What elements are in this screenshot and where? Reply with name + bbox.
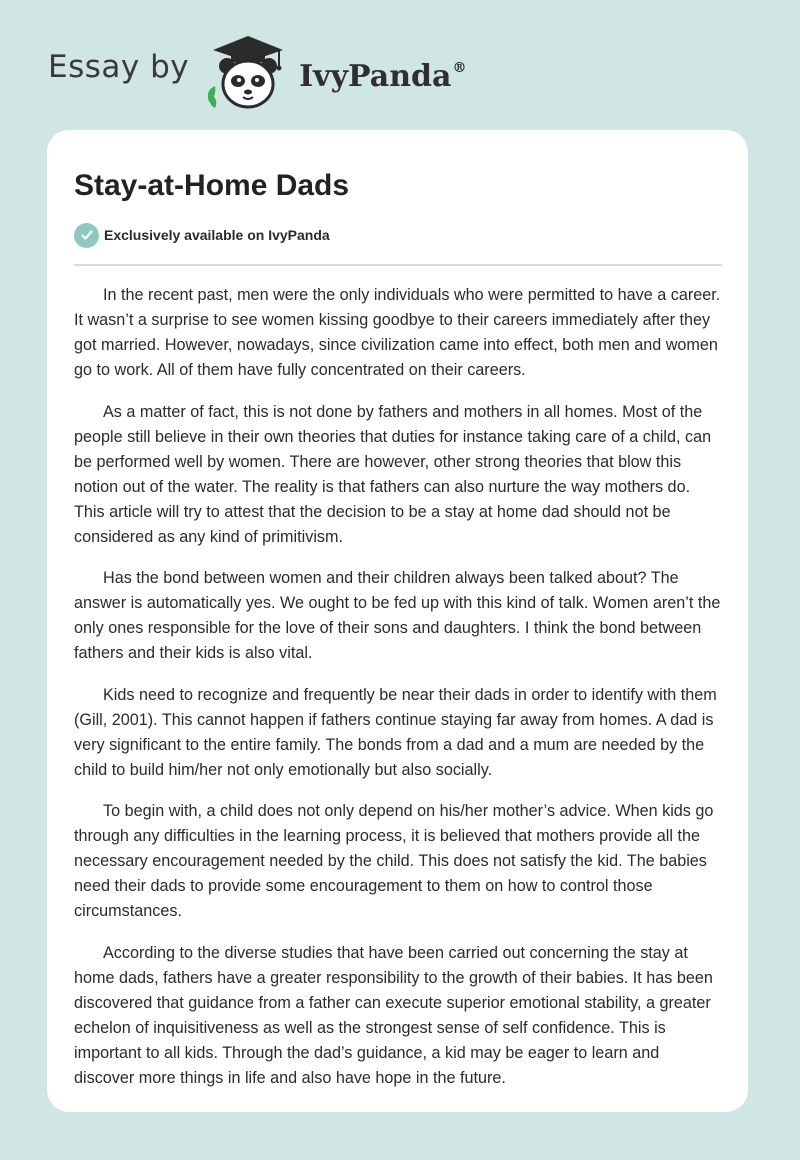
registered-mark: ®	[452, 59, 467, 76]
essay-by-label: Essay by	[48, 49, 190, 85]
paragraph: As a matter of fact, this is not done by fathers and mothers in all homes. Most of the people still believe in their own theories that duties for instance taking care of a child, can be performed well by women. There are however, other strong theories that blow this notion out of the water. The reality is that fathers can also nurture the way mothers do. This article will try to attest that the decision to be a stay at home dad should not be considered as any kind of primitivism.	[74, 402, 712, 546]
page-title: Stay-at-Home Dads	[74, 169, 350, 202]
essay-card	[47, 130, 748, 1112]
brand-name[interactable]	[299, 59, 466, 94]
paragraph: In the recent past, men were the only individuals who were permitted to have a career. It wasn’t a surprise to see women kissing goodbye to their careers immediately after they got married. However, nowadays, since civilization came into effect, both men and women go to work. All of them have fully concentrated on their careers.	[74, 286, 721, 379]
essay-body	[74, 283, 722, 1091]
divider	[74, 264, 722, 266]
paragraph: To begin with, a child does not only depend on his/her mother’s advice. When kids go through any difficulties in the learning process, it is believed that mothers provide all the necessary encouragement needed by the child. This does not satisfy the kid. The babies need their dads to provide some encouragement to them on how to control those circumstances.	[74, 802, 714, 920]
exclusive-badge	[74, 222, 722, 248]
check-icon	[74, 223, 99, 248]
paragraph: According to the diverse studies that have been carried out concerning the stay at home dads, fathers have a greater responsibility to the growth of their babies. It has been discovered that guidance from a father can execute superior emotional stability, a greater echelon of inquisitiveness as well as the strongest sense of self confidence. This is important to all kids. Through the dad’s guidance, a kid may be eager to learn and discover more things in life and also have hope in the future.	[74, 943, 713, 1087]
paragraph: Has the bond between women and their children always been talked about? The answer is automatically yes. We ought to be fed up with this kind of talk. Women aren’t the only ones responsible for the love of their sons and daughters. I think the bond between fathers and their kids is also vital.	[74, 569, 721, 662]
brand-text: IvyPanda	[299, 58, 452, 94]
site-header	[48, 30, 548, 114]
panda-graduate-icon	[203, 32, 293, 112]
paragraph: Kids need to recognize and frequently be near their dads in order to identify with them (Gill, 2001). This cannot happen if fathers continue staying far away from homes. A dad is very significant to the entire family. The bonds from a dad and a mum are needed by the child to build him/her not only emotionally but also socially.	[74, 685, 717, 779]
badge-label: Exclusively available on IvyPanda	[104, 227, 330, 243]
